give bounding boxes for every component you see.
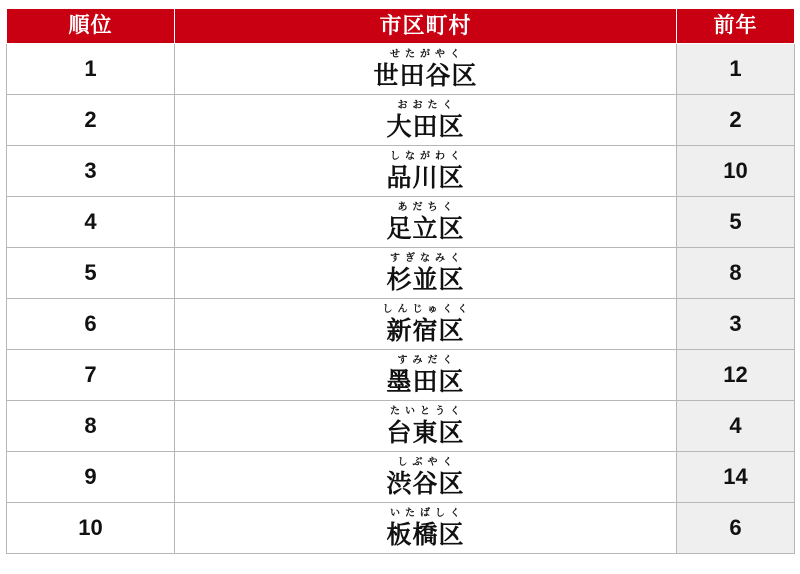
- cell-city: [175, 44, 677, 95]
- column-header-previous-year: 前年: [677, 9, 795, 44]
- city-ruby: おおたく: [397, 99, 458, 111]
- city-name: 墨田区: [386, 367, 465, 396]
- city-name: 新宿区: [386, 316, 465, 345]
- cell-previous-year: 8: [677, 248, 795, 299]
- cell-previous-year: 14: [677, 452, 795, 503]
- city-ruby: しぶやく: [397, 456, 458, 468]
- city-name: 世田谷区: [373, 61, 478, 90]
- cell-city: [175, 350, 677, 401]
- table-body: [7, 44, 795, 554]
- cell-city: [175, 95, 677, 146]
- city-name: 大田区: [386, 112, 465, 141]
- table-row: [7, 350, 795, 401]
- table-row: [7, 197, 795, 248]
- city-name: 台東区: [386, 418, 465, 447]
- cell-rank: 4: [7, 197, 175, 248]
- column-header-city: 市区町村: [175, 9, 677, 44]
- cell-rank: 10: [7, 503, 175, 554]
- city-ruby: たいとうく: [390, 405, 465, 417]
- city-ruby: しながわく: [390, 150, 465, 162]
- city-name: 渋谷区: [386, 469, 465, 498]
- cell-rank: 2: [7, 95, 175, 146]
- table-row: [7, 248, 795, 299]
- cell-rank: 3: [7, 146, 175, 197]
- cell-rank: 7: [7, 350, 175, 401]
- table-row: [7, 95, 795, 146]
- cell-rank: 9: [7, 452, 175, 503]
- cell-rank: 1: [7, 44, 175, 95]
- city-name: 足立区: [386, 214, 465, 243]
- table-row: [7, 146, 795, 197]
- cell-rank: 5: [7, 248, 175, 299]
- city-ruby: すみだく: [397, 354, 458, 366]
- cell-previous-year: 3: [677, 299, 795, 350]
- table-row: [7, 401, 795, 452]
- cell-previous-year: 12: [677, 350, 795, 401]
- cell-rank: 6: [7, 299, 175, 350]
- cell-city: [175, 401, 677, 452]
- ranking-table: [6, 8, 795, 554]
- cell-rank: 8: [7, 401, 175, 452]
- table-row: [7, 503, 795, 554]
- city-ruby: しんじゅくく: [382, 303, 473, 315]
- city-ruby: せたがやく: [389, 48, 465, 60]
- cell-previous-year: 5: [677, 197, 795, 248]
- table-row: [7, 452, 795, 503]
- cell-previous-year: 1: [677, 44, 795, 95]
- cell-city: [175, 452, 677, 503]
- column-header-rank: 順位: [7, 9, 175, 44]
- cell-previous-year: 4: [677, 401, 795, 452]
- city-name: 杉並区: [386, 265, 465, 294]
- cell-city: [175, 503, 677, 554]
- city-ruby: いたばしく: [390, 507, 465, 519]
- city-name: 品川区: [386, 163, 465, 192]
- cell-previous-year: 10: [677, 146, 795, 197]
- city-name: 板橋区: [386, 520, 465, 549]
- table-header: [7, 9, 795, 44]
- city-ruby: あだちく: [397, 201, 458, 213]
- table-row: [7, 44, 795, 95]
- cell-previous-year: 2: [677, 95, 795, 146]
- city-ruby: すぎなみく: [390, 252, 465, 264]
- cell-city: [175, 248, 677, 299]
- cell-previous-year: 6: [677, 503, 795, 554]
- cell-city: [175, 299, 677, 350]
- cell-city: [175, 146, 677, 197]
- table-header-row: [7, 9, 795, 44]
- cell-city: [175, 197, 677, 248]
- table-row: [7, 299, 795, 350]
